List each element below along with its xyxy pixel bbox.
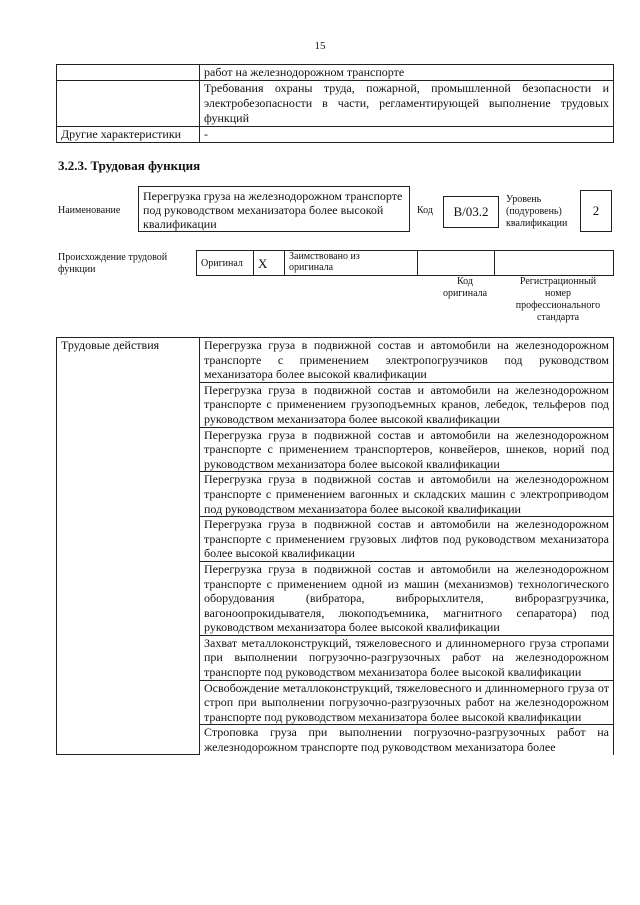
labor-action-item: Перегрузка груза в подвижной состав и автомобили на железнодорожном транспорте с применением электропогрузчиков под руководством механизатора более высокой квалификации <box>200 338 614 383</box>
row-text: работ на железнодорожном транспорте <box>200 65 614 81</box>
labor-action-item: Захват металлоконструкций, тяжеловесного и длинномерного груза стропами при выполнении погрузочно-разгрузочных работ на железнодорожном транспорте под руководством механизатора более высокой квалификации <box>200 635 614 680</box>
table-row <box>57 127 614 143</box>
origin-table <box>196 250 614 276</box>
reg-number-cell <box>495 251 614 276</box>
origin-label <box>58 252 193 276</box>
function-code-box: B/03.2 <box>443 196 499 228</box>
original-label: Оригинал <box>197 251 254 276</box>
caption-line: стандарта <box>536 312 580 323</box>
labor-action-item: Перегрузка груза в подвижной состав и автомобили на железнодорожном транспорте с применением грузовых лифтов под руководством механизатора более высокой квалификации <box>200 517 614 562</box>
borrowed-cell <box>285 251 418 276</box>
origin-label-line: функции <box>58 264 96 275</box>
caption-line: номер <box>545 288 571 299</box>
table-row <box>57 81 614 127</box>
row-text: - <box>200 127 614 143</box>
borrowed-label-line: оригинала <box>289 262 334 273</box>
origin-label-line: Происхождение трудовой <box>58 252 168 263</box>
code-origin-cell <box>418 251 495 276</box>
caption-line: профессионального <box>515 300 601 311</box>
row-label <box>57 65 200 81</box>
function-name-box: Перегрузка груза на железнодорожном транспорте под руководством механизатора более высокой квалификации <box>138 186 410 232</box>
labor-action-item: Перегрузка груза в подвижной состав и автомобили на железнодорожном транспорте с применением вагонных и складских машин с электроприводом под руководством механизатора более высокой квалификации <box>200 472 614 517</box>
code-label: Код <box>417 205 433 216</box>
caption-line: оригинала <box>442 288 488 299</box>
labor-action-item: Перегрузка груза в подвижной состав и автомобили на железнодорожном транспорте с применением одной из машин (механизмов) технологического оборудования (вибратора, виброрыхлителя, виброразгрузчика, вагоноопрокидывателя, люкоподъемника, магнитного сепаратора) под руководством механизатора более высокой квалификации <box>200 561 614 635</box>
top-continuation-table <box>56 64 614 143</box>
level-value-box: 2 <box>580 190 612 232</box>
row-label <box>57 81 200 127</box>
page-number: 15 <box>314 40 326 52</box>
labor-action-item: Освобождение металлоконструкций, тяжеловесного и длинномерного груза от строп при выполнении погрузочно-разгрузочных работ на железнодорожном транспорте под руководством механизатора более высокой квалификации <box>200 680 614 725</box>
borrowed-label-line: Заимствовано из <box>289 251 360 262</box>
caption-line: Регистрационный <box>519 276 597 287</box>
table-row <box>197 251 614 276</box>
caption-line: Код <box>457 276 473 287</box>
table-row <box>57 65 614 81</box>
row-label: Другие характеристики <box>57 127 200 143</box>
reg-number-caption <box>504 276 612 324</box>
original-mark: X <box>254 251 285 276</box>
labor-actions-table <box>56 337 614 755</box>
level-label <box>506 194 578 230</box>
row-text: Требования охраны труда, пожарной, промышленной безопасности и электробезопасности в части, регламентирующей выполнение трудовых функций <box>200 81 614 127</box>
section-heading: 3.2.3. Трудовая функция <box>58 158 201 173</box>
level-label-line: Уровень <box>506 194 542 205</box>
name-label: Наименование <box>58 205 121 216</box>
labor-actions-label: Трудовые действия <box>57 338 200 755</box>
table-row <box>57 338 614 383</box>
level-label-line: (подуровень) <box>506 206 562 217</box>
labor-action-item: Перегрузка груза в подвижной состав и автомобили на железнодорожном транспорте с применением грузоподъемных кранов, лебедок, тельферов под руководством механизатора более высокой квалификации <box>200 382 614 427</box>
labor-action-item: Перегрузка груза в подвижной состав и автомобили на железнодорожном транспорте с применением транспортеров, конвейеров, шнеков, норий под руководством механизатора более высокой квалификации <box>200 427 614 472</box>
code-origin-caption <box>430 276 500 300</box>
level-label-line: квалификации <box>506 218 568 229</box>
labor-action-item: Строповка груза при выполнении погрузочно-разгрузочных работ на железнодорожном транспорте под руководством механизатора более <box>200 725 614 755</box>
